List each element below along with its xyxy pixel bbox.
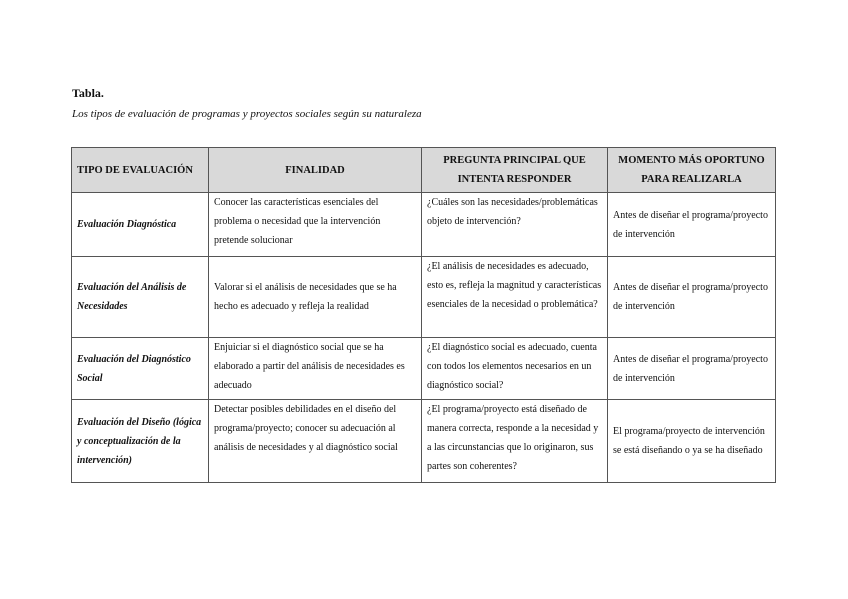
- row-question: ¿El diagnóstico social es adecuado, cuenta con todos los elementos necesarios en un diagnóstico social?: [422, 338, 608, 400]
- table-caption: Los tipos de evaluación de programas y proyectos sociales según su naturaleza: [72, 108, 422, 120]
- table-row: [72, 257, 776, 338]
- row-type: Evaluación del Diagnóstico Social: [72, 338, 209, 400]
- row-timing: Antes de diseñar el programa/proyecto de intervención: [608, 257, 776, 338]
- row-question: ¿El análisis de necesidades es adecuado, esto es, refleja la magnitud y características esenciales de la necesidad o problemática?: [422, 257, 608, 338]
- row-purpose: Valorar si el análisis de necesidades que se ha hecho es adecuado y refleja la realidad: [209, 257, 422, 338]
- table-header-row: [72, 148, 776, 193]
- row-purpose: Conocer las características esenciales del problema o necesidad que la intervención pretende solucionar: [209, 193, 422, 257]
- row-question: ¿El programa/proyecto está diseñado de manera correcta, responde a la necesidad y a las circunstancias que lo originaron, sus partes son coherentes?: [422, 400, 608, 483]
- row-type: Evaluación Diagnóstica: [72, 193, 209, 257]
- header-question: PREGUNTA PRINCIPAL QUE INTENTA RESPONDER: [422, 148, 608, 193]
- row-purpose: Enjuiciar si el diagnóstico social que se ha elaborado a partir del análisis de necesidades es adecuado: [209, 338, 422, 400]
- row-type: Evaluación del Análisis de Necesidades: [72, 257, 209, 338]
- row-purpose: Detectar posibles debilidades en el diseño del programa/proyecto; conocer su adecuación al análisis de necesidades y al diagnóstico social: [209, 400, 422, 483]
- row-question: ¿Cuáles son las necesidades/problemáticas objeto de intervención?: [422, 193, 608, 257]
- row-timing: El programa/proyecto de intervención se está diseñando o ya se ha diseñado: [608, 400, 776, 483]
- row-timing: Antes de diseñar el programa/proyecto de intervención: [608, 338, 776, 400]
- evaluation-types-table: [71, 147, 776, 483]
- header-timing: MOMENTO MÁS OPORTUNO PARA REALIZARLA: [608, 148, 776, 193]
- table-row: [72, 193, 776, 257]
- header-type: TIPO DE EVALUACIÓN: [72, 148, 209, 193]
- row-type: Evaluación del Diseño (lógica y conceptualización de la intervención): [72, 400, 209, 483]
- table-title: Tabla.: [72, 86, 104, 100]
- table-row: [72, 400, 776, 483]
- table-row: [72, 338, 776, 400]
- row-timing: Antes de diseñar el programa/proyecto de intervención: [608, 193, 776, 257]
- header-purpose: FINALIDAD: [209, 148, 422, 193]
